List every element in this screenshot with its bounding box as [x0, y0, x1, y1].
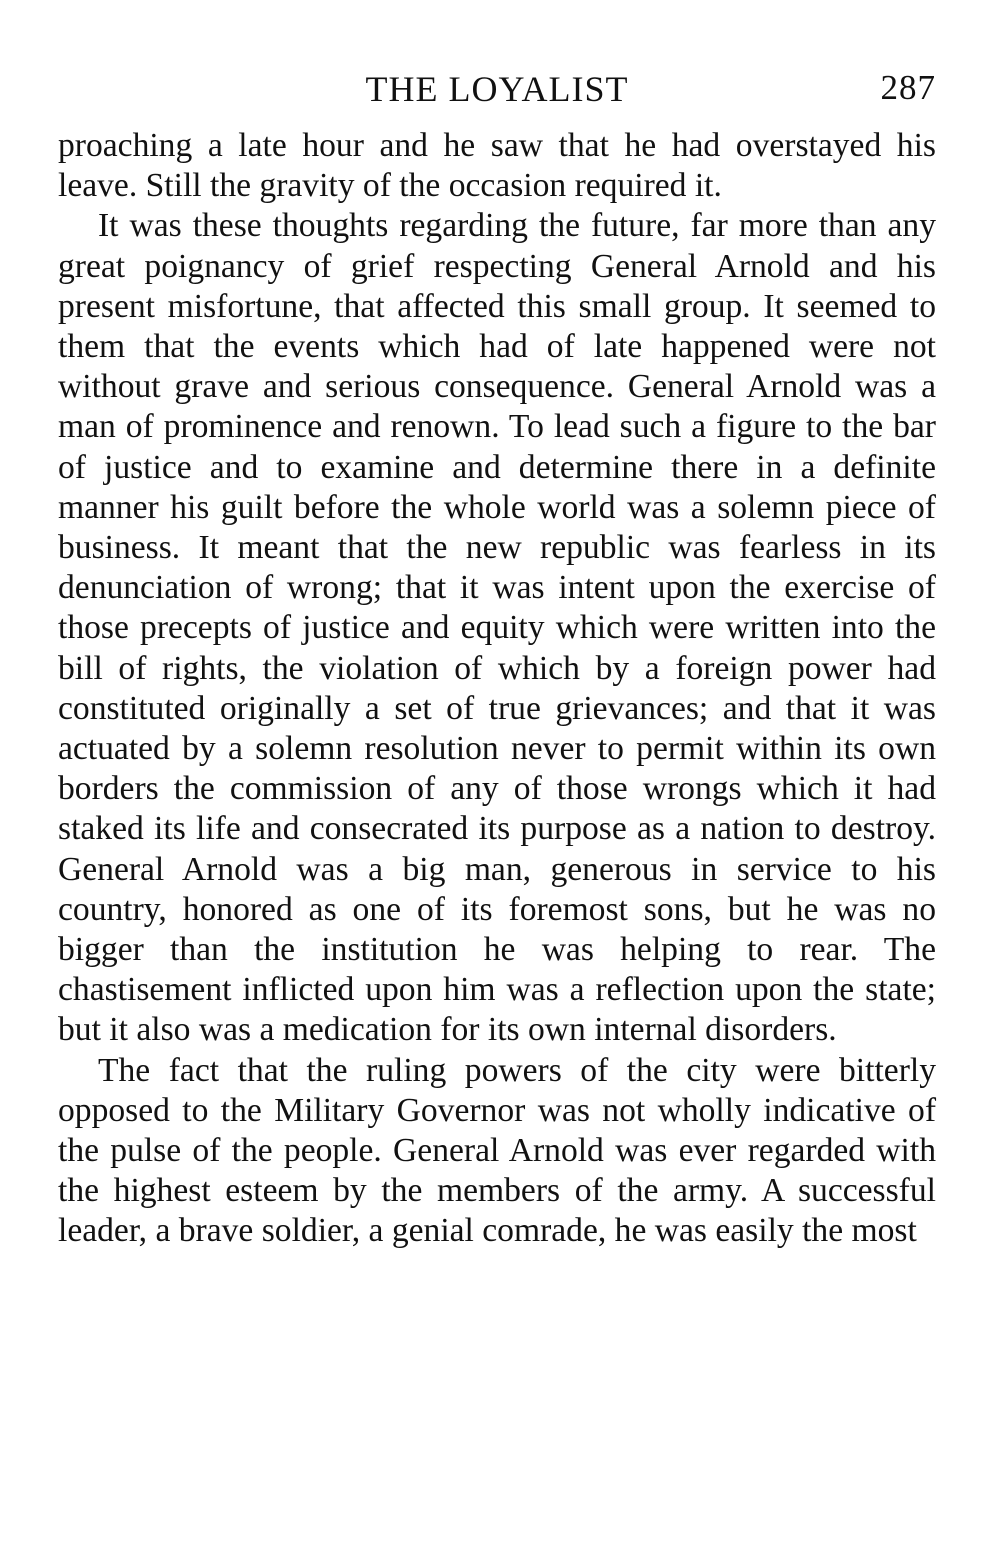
running-head [58, 68, 936, 118]
paragraph: It was these thoughts regarding the future, far more than any great poignancy of grief respecting General Arnold and his present misfortune, that affected this small group. It seemed to them that the events which had of late happened were not without grave and serious consequence. General Arnold was a man of prominence and renown. To lead such a figure to the bar of justice and to examine and determine there in a definite manner his guilt before the whole world was a solemn piece of business. It meant that the new republic was fearless in its denunciation of wrong; that it was intent upon the exercise of those precepts of justice and equity which were written into the bill of rights, the violation of which by a foreign power had constituted originally a set of true grievances; and that it was actuated by a solemn resolution never to permit within its own borders the commission of any of those wrongs which it had staked its life and consecrated its purpose as a nation to destroy. General Arnold was a big man, generous in service to his country, honored as one of its foremost sons, but he was no bigger than the institution he was helping to rear. The chastisement inflicted upon him was a reflection upon the state; but it also was a medication for its own internal disorders. [58, 207, 936, 1049]
page-number: 287 [880, 68, 936, 107]
paragraph-continued: proaching a late hour and he saw that he had overstayed his leave. Still the gravity of the occasion required it. [58, 127, 936, 205]
paragraph: The fact that the ruling powers of the city were bitterly opposed to the Military Governor was not wholly indicative of the pulse of the people. General Arnold was ever regarded with the highest esteem by the members of the army. A successful leader, a brave soldier, a genial comrade, he was easily the most [58, 1051, 936, 1250]
body-text [58, 126, 936, 1252]
book-page [58, 68, 936, 1252]
running-title: THE LOYALIST [365, 69, 629, 109]
